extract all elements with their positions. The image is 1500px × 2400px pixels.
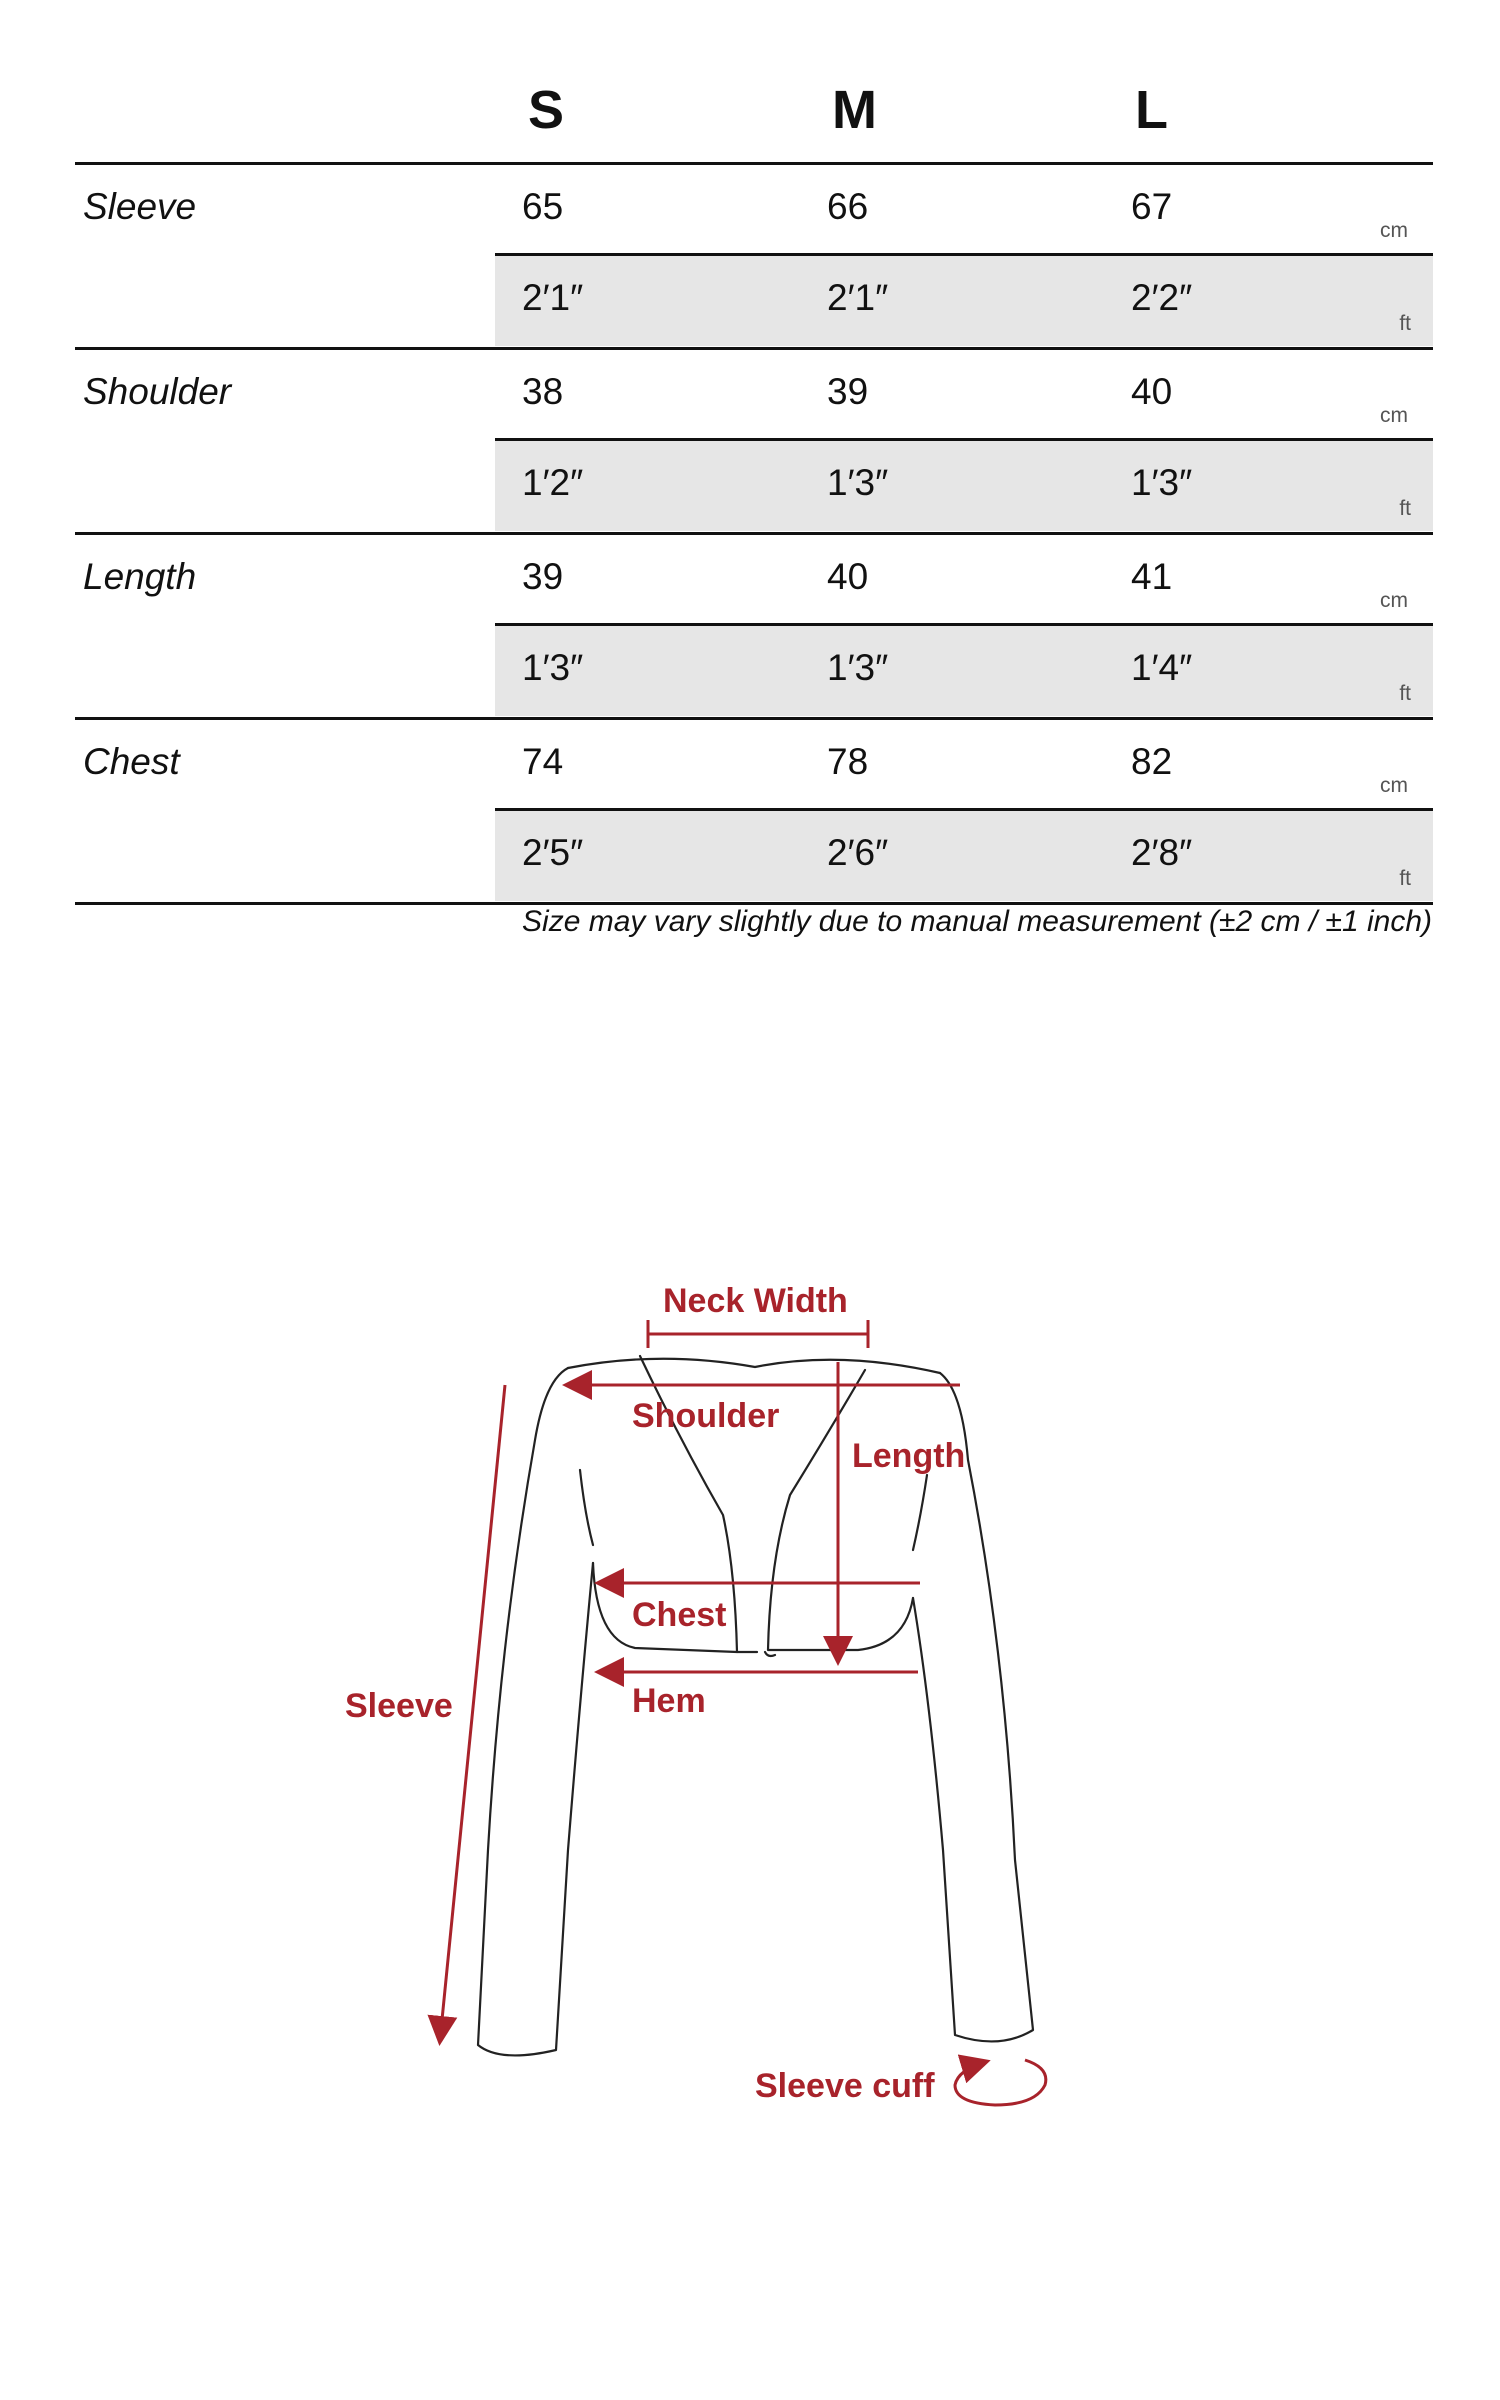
sleeve-cm-s: 65: [522, 186, 564, 227]
shoulder-ft-s: 1′2″: [522, 462, 584, 503]
shoulder-cm-l: 40: [1131, 371, 1173, 412]
chest-cm-s: 74: [522, 741, 564, 782]
row-label-length: Length: [83, 556, 197, 597]
unit-ft-label: ft: [1399, 312, 1411, 335]
sleeve-ft-s: 2′1″: [522, 277, 584, 318]
label-chest: Chest: [632, 1596, 727, 1634]
shoulder-ft-m: 1′3″: [827, 462, 889, 503]
label-sleeve-cuff: Sleeve cuff: [755, 2067, 935, 2105]
label-hem: Hem: [632, 1682, 706, 1720]
chest-ft-row: [495, 811, 1433, 901]
unit-cm-label: cm: [1380, 219, 1408, 242]
label-neck-width: Neck Width: [663, 1282, 848, 1320]
chest-cm-row: [495, 720, 1433, 811]
length-ft-l: 1′4″: [1131, 647, 1193, 688]
row-group-length: [75, 535, 1433, 720]
unit-cm-label: cm: [1380, 404, 1408, 427]
sleeve-ft-l: 2′2″: [1131, 277, 1193, 318]
row-label-sleeve: Sleeve: [83, 186, 197, 227]
row-group-sleeve: [75, 165, 1433, 350]
sleeve-cm-m: 66: [827, 186, 869, 227]
unit-cm-label: cm: [1380, 589, 1408, 612]
row-label-shoulder: Shoulder: [83, 371, 232, 412]
length-cm-s: 39: [522, 556, 564, 597]
unit-ft-label: ft: [1399, 867, 1411, 890]
garment-measurement-diagram: [0, 1230, 1500, 2180]
row-group-chest: [75, 720, 1433, 905]
sleeve-ft-row: [495, 256, 1433, 346]
shoulder-cm-m: 39: [827, 371, 869, 412]
shoulder-cm-s: 38: [522, 371, 564, 412]
length-ft-m: 1′3″: [827, 647, 889, 688]
length-cm-row: [495, 535, 1433, 626]
chest-cm-m: 78: [827, 741, 869, 782]
row-label-chest: Chest: [83, 741, 180, 782]
label-length: Length: [852, 1437, 966, 1475]
length-cm-l: 41: [1131, 556, 1173, 597]
chest-cm-l: 82: [1131, 741, 1173, 782]
neck-width-bracket: [648, 1320, 868, 1348]
chest-ft-m: 2′6″: [827, 832, 889, 873]
size-header-row: [75, 60, 1433, 165]
unit-ft-label: ft: [1399, 497, 1411, 520]
label-shoulder: Shoulder: [632, 1397, 780, 1435]
size-header-l: L: [1135, 80, 1168, 140]
length-ft-s: 1′3″: [522, 647, 584, 688]
sleeve-cm-l: 67: [1131, 186, 1173, 227]
unit-ft-label: ft: [1399, 682, 1411, 705]
size-header-s: S: [528, 80, 565, 140]
unit-cm-label: cm: [1380, 774, 1408, 797]
shoulder-cm-row: [495, 350, 1433, 441]
length-cm-m: 40: [827, 556, 869, 597]
size-header-m: M: [832, 80, 877, 140]
length-ft-row: [495, 626, 1433, 716]
shoulder-ft-l: 1′3″: [1131, 462, 1193, 503]
sleeve-cuff-arrow: [955, 2060, 1046, 2105]
row-group-shoulder: [75, 350, 1433, 535]
chest-ft-l: 2′8″: [1131, 832, 1193, 873]
sleeve-cm-row: [495, 165, 1433, 256]
measurement-note: Size may vary slightly due to manual measurement (±2 cm / ±1 inch): [522, 905, 1432, 938]
chest-ft-s: 2′5″: [522, 832, 584, 873]
label-sleeve: Sleeve: [345, 1687, 453, 1725]
sleeve-ft-m: 2′1″: [827, 277, 889, 318]
shoulder-ft-row: [495, 441, 1433, 531]
size-chart-table: [75, 60, 1433, 905]
